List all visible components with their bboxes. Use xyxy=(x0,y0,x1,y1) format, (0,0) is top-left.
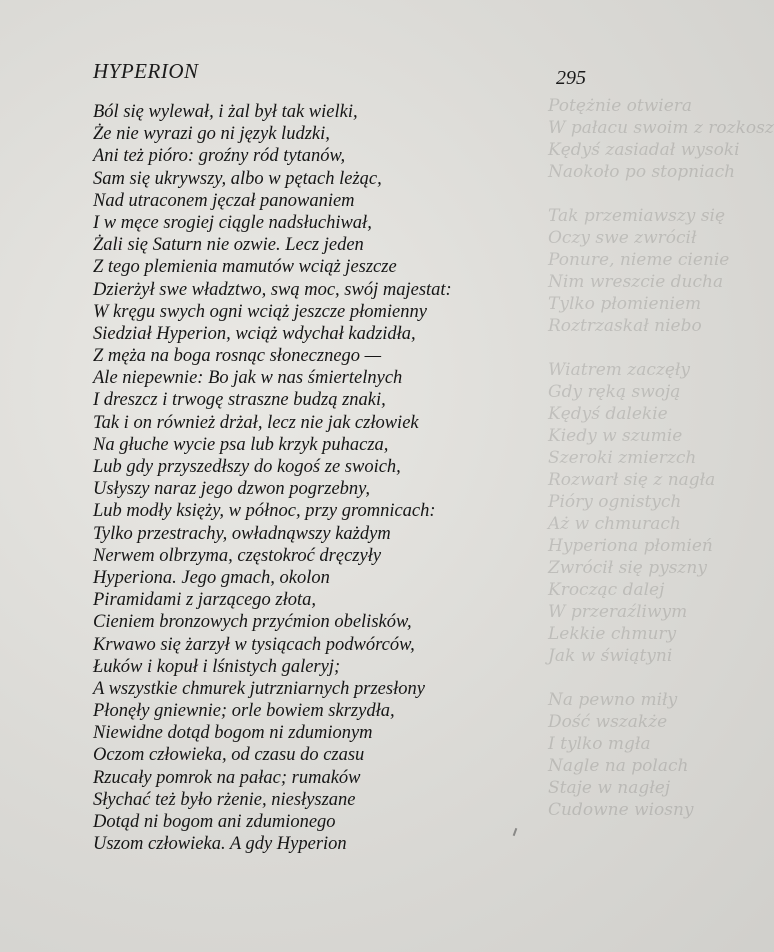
running-head: HYPERION xyxy=(93,59,199,83)
poem-line: Krwawo się żarzył w tysiącach podwórców, xyxy=(93,634,415,655)
poem-line: Słychać też było rżenie, niesłyszane xyxy=(93,789,356,810)
poem-line: Hyperiona. Jego gmach, okolon xyxy=(93,567,330,588)
poem-line: Niewidne dotąd bogom ni zdumionym xyxy=(93,723,373,744)
poem-line: Łuków i kopuł i lśnistych galeryj; xyxy=(93,656,341,677)
poem-line: Płonęły gniewnie; orle bowiem skrzydła, xyxy=(93,701,395,722)
poem-line: Ale niepewnie: Bo jak w nas śmiertelnych xyxy=(93,368,403,389)
poem-line: Cieniem bronzowych przyćmion obelisków, xyxy=(93,612,412,633)
poem-line: Z męża na boga rosnąc słonecznego — xyxy=(93,346,382,367)
poem-line: Tak i on również drżał, lecz nie jak człowiek xyxy=(93,412,419,433)
poem-line: Lub gdy przyszedłszy do kogoś ze swoich, xyxy=(93,457,401,477)
poem-line: Oczom człowieka, od czasu do czasu xyxy=(93,745,365,766)
poem-line: Z tego plemienia mamutów wciąż jeszcze xyxy=(93,257,397,278)
poem-line: Uszom człowieka. A gdy Hyperion xyxy=(93,834,347,855)
poem-line: Rzucały pomrok na pałac; rumaków xyxy=(93,767,361,788)
poem-line: W kręgu swych ogni wciąż jeszcze płomienny xyxy=(93,301,427,322)
poem-line: Na głuche wycie psa lub krzyk puhacza, xyxy=(93,434,389,455)
poem-line: Żali się Saturn nie ozwie. Lecz jeden xyxy=(93,235,364,256)
poem-line: Że nie wyrazi go ni język ludzki, xyxy=(93,124,330,145)
poem-line: Nad utraconem jęczał panowaniem xyxy=(93,190,355,211)
poem-line: Ani też pióro: groźny ród tytanów, xyxy=(93,146,346,167)
poem-line: Nerwem olbrzyma, częstokroć dręczyły xyxy=(93,545,382,566)
poem-line: Lub modły księży, w północ, przy gromnicach: xyxy=(93,501,436,522)
poem-line: A wszystkie chmurek jutrzniarnych przesłony xyxy=(93,678,425,699)
show-through-text: Potężnie otwiera W pałacu swoim z rozkosz Kędyś zasiadał wysoki Naokoło po stopniach Tak przemiawszy się Oczy swe zwrócił Ponure, nieme cienie Nim wreszcie ducha Tylko płomieniem Roztrzaskał niebo Wiatrem zaczęły Gdy ręką swoją Kędyś dalekie Kiedy w szumie Szeroki zmierzch Rozwarł się z nagła Pióry ognistych Aż w chmurach Hyperiona płomień Zwrócił się pyszny Krocząc dalej W przeraźliwym Lekkie chmury Jak w świątyni Na pewno miły Dość wszakże I tylko mgła Nagle na polach Staje w nagłej Cudowne wiosny xyxy=(548,96,774,820)
page-number: 295 xyxy=(556,67,586,89)
poem-line: I w męce srogiej ciągle nadsłuchiwał, xyxy=(93,212,372,233)
poem-line: Dotąd ni bogom ani zdumionego xyxy=(93,812,336,832)
poem-line: Tylko przestrachy, owładnąwszy każdym xyxy=(93,523,391,544)
poem-line: Dzierżył swe władztwo, swą moc, swój majestat: xyxy=(93,279,452,300)
poem-line: Piramidami z jarzącego złota, xyxy=(93,590,317,611)
poem-line: Siedział Hyperion, wciąż wdychał kadzidła, xyxy=(93,323,416,344)
poem-line: Usłyszy naraz jego dzwon pogrzebny, xyxy=(93,479,370,500)
poem-line: Ból się wylewał, i żal był tak wielki, xyxy=(93,102,358,122)
poem-text xyxy=(93,101,543,855)
poem-line: Sam się ukrywszy, albo w pętach leżąc, xyxy=(93,168,382,189)
poem-line: I dreszcz i trwogę straszne budzą znaki, xyxy=(93,390,386,411)
